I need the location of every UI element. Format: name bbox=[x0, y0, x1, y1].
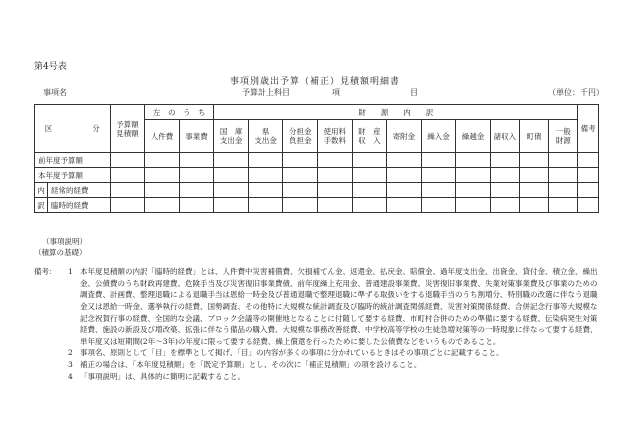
form-number: 第4号表 bbox=[34, 62, 67, 72]
remark-number: 2 bbox=[68, 348, 73, 358]
header-ken-shishutsukin: 県 支出金 bbox=[248, 120, 283, 153]
table-row bbox=[35, 153, 599, 168]
budget-table bbox=[34, 104, 599, 213]
remark-number: 1 bbox=[68, 267, 73, 276]
budget-category-label: 予算計上科目 bbox=[242, 88, 290, 97]
kou-label: 項 bbox=[332, 88, 340, 97]
remark-text: 「事項説明」は、具体的に簡明に記載すること。 bbox=[80, 371, 245, 381]
row-label: 本年度予算額 bbox=[35, 168, 111, 183]
basis-label: （積算の基礎） bbox=[34, 247, 87, 257]
row-label: 臨時的経費 bbox=[47, 198, 110, 213]
header-buntankin: 分担金 負担金 bbox=[283, 120, 318, 153]
uchiwake-label-bottom: 訳 bbox=[35, 198, 48, 213]
remarks-section bbox=[34, 266, 600, 382]
header-kifukin: 寄附金 bbox=[387, 120, 422, 153]
remark-text: 本年度見積額の内訳「臨時的経費」とは、人件費中災害補償費、欠損補てん金、返還金、払戻金、賠償金、過年度支出金、出資金、貸付金、積立金、繰出金、公債費のうち財政再建費、危険手当及び災害復旧事業費債、前年度繰上充用金、普通建設事業費、災害復旧事業費、失業対策事業費及び事業のための調査費、計画費、整理退職による退職手当は恩給一時金及び普通退職で整理退職に準ずる取扱いをする退職手当のうち割増分、特別職の改選に伴なう退職金又は恩給一時金、選挙執行の経費、国勢調査、その他特に大規模な統計調査及び臨時的統計調査関係経費、災害対策関係経費、合併記念行事等大規模な記念祝賀行事の経費、全国的な会議、ブロック会議等の開催地となることに付随して要する経費、市町村合併のための準備に要する経費、伝染病発生対策経費、施設の新設及び増改築、拡張に伴なう備品の購入費、大規模な事務改善経費、中学校高等学校の生徒急増対策等の一時現象に伴なって要する経費、単年度又は短期間(2年〜3年)の年度に限って要する経費、繰上償還を行ったために要した公債費などをいうものであること。 bbox=[80, 267, 598, 346]
header-zaisan-shunyu: 財 産 収 入 bbox=[352, 120, 387, 153]
row-label: 経常的経費 bbox=[47, 183, 110, 198]
header-kubun: 区 分 bbox=[35, 105, 111, 153]
header-kurinyukin: 繰入金 bbox=[421, 120, 456, 153]
header-kuni-shishutsukin: 国 庫 支出金 bbox=[214, 120, 249, 153]
header-ippan-zaigen: 一般 財源 bbox=[549, 120, 578, 153]
unit-label: （単位：千円） bbox=[548, 88, 604, 97]
notes-section bbox=[34, 237, 87, 259]
header-zaigen-uchiwake: 財 源 内 訳 bbox=[214, 105, 578, 120]
header-shoshunyu: 諸収入 bbox=[490, 120, 519, 153]
header-biko: 備考 bbox=[578, 105, 599, 153]
explanation-label: （事項説明） bbox=[42, 237, 87, 246]
header-yosangaku: 予算額 見積額 bbox=[110, 105, 145, 153]
row-label: 前年度予算額 bbox=[35, 153, 111, 168]
header-jigyohi: 事業費 bbox=[179, 120, 214, 153]
item-name-label: 事項名 bbox=[43, 88, 67, 97]
header-hidari-no-uchi: 左 の う ち bbox=[145, 105, 214, 120]
table-row bbox=[35, 198, 599, 213]
moku-label: 目 bbox=[410, 88, 418, 97]
header-jinkenhi: 人件費 bbox=[145, 120, 180, 153]
remark-text: 事項名、原則として「目」を標準として掲げ、「目」の内容が多くの事項に分かれているときはその事項ごとに記載すること。 bbox=[80, 348, 504, 358]
remarks-label: 備考： bbox=[34, 267, 57, 276]
document-title: 事項別歳出予算（補正）見積額明細書 bbox=[229, 77, 400, 87]
table-row bbox=[35, 183, 599, 198]
uchiwake-label-top: 内 bbox=[35, 183, 48, 198]
remark-number: 4 bbox=[68, 371, 73, 381]
header-kurikoshikin: 繰越金 bbox=[456, 120, 491, 153]
remark-text: 補正の場合は、「本年度見積額」を「既定予算額」とし、その次に「補正見積額」の項を設けること。 bbox=[80, 360, 422, 369]
remark-number: 3 bbox=[68, 360, 73, 369]
header-shiyoryo: 使用料 手数料 bbox=[317, 120, 352, 153]
header-chosai: 町債 bbox=[519, 120, 548, 153]
table-row bbox=[35, 168, 599, 183]
